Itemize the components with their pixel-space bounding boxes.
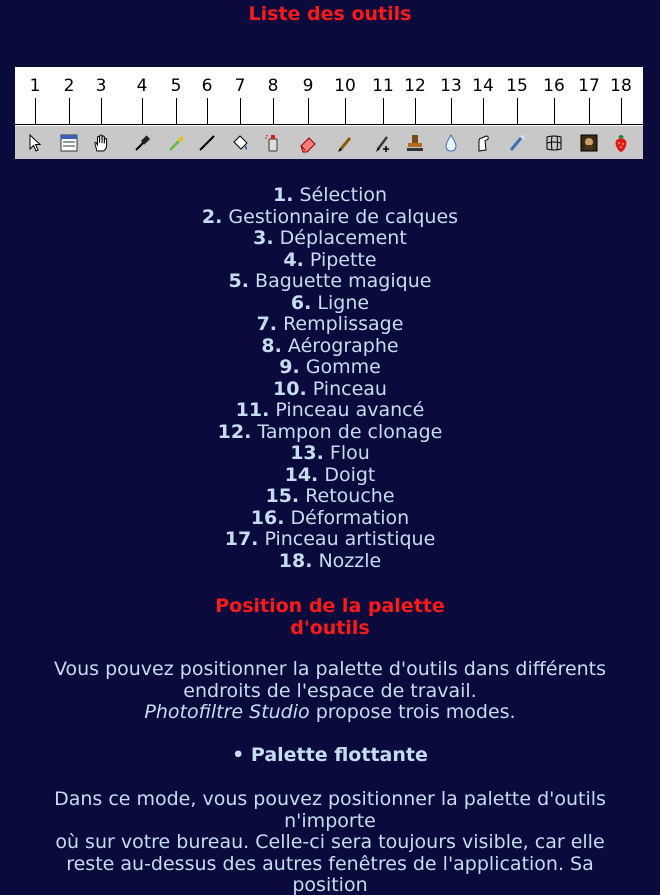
tool-list-item (0, 185, 660, 207)
tool-number-tick (451, 98, 452, 125)
arrow-cursor-icon (24, 132, 46, 154)
paint-bucket-icon (229, 132, 251, 154)
tool-number-label: 3 (95, 76, 107, 96)
app-name: Photofiltre Studio (144, 701, 310, 723)
tool-list-label: Pinceau avancé (275, 399, 425, 421)
tool-list-item (0, 400, 660, 422)
mode-paragraph (0, 789, 660, 895)
tool-list-number: 13. (290, 442, 324, 464)
tool-number-tick (35, 98, 36, 125)
eyedropper-icon (131, 132, 153, 154)
blur-drop-icon (440, 132, 462, 154)
tool-list-label: Pipette (309, 248, 377, 271)
tool-list-label: Nozzle (318, 549, 382, 572)
layers-manager-icon (58, 132, 80, 154)
tool-number-ruler (15, 67, 643, 125)
tool-list-item (0, 379, 660, 401)
bullet-label: Palette flottante (250, 744, 428, 766)
artistic-brush-icon (578, 132, 600, 154)
tool-list-number: 18. (278, 549, 313, 572)
tool-list-label: Aérographe (287, 334, 399, 357)
tool-list-number: 11. (235, 399, 270, 421)
tool-number-tick (483, 98, 484, 125)
tool-list-number: 1. (272, 184, 294, 206)
tool-list-item (0, 551, 660, 573)
tool-list-number: 9. (279, 356, 300, 378)
tool-number-label: 1 (29, 76, 41, 96)
eraser-icon (297, 132, 319, 154)
tool-number-tick (69, 98, 70, 125)
page-title: Liste des outils (248, 3, 412, 25)
tool-number-tick (207, 98, 208, 125)
tool-list-number: 16. (250, 506, 285, 529)
tool-list-number: 5. (228, 270, 249, 292)
tool-number-tick (517, 98, 518, 125)
tool-list-label: Flou (329, 442, 370, 464)
tool-number-tick (554, 98, 555, 125)
tool-number-label: 10 (334, 76, 356, 96)
tool-number-label: 8 (267, 76, 279, 96)
tool-list-number: 2. (201, 205, 223, 228)
section-heading-line1: Position de la palette (215, 595, 445, 617)
tool-list-number: 4. (283, 248, 304, 271)
tool-number-label: 15 (506, 76, 528, 96)
section-heading (0, 595, 660, 639)
tool-number-tick (308, 98, 309, 125)
tool-list-number: 10. (273, 377, 307, 400)
tool-number-label: 9 (302, 76, 314, 96)
tool-list-label: Remplissage (283, 313, 404, 335)
mode-line3: où sur votre bureau. Celle-ci sera toujours visible, car elle (55, 831, 605, 853)
intro-line3-rest: propose trois modes. (309, 701, 516, 723)
mode-line2: n'importe (284, 809, 376, 832)
bullet-heading (0, 745, 660, 767)
tool-list-label: Ligne (317, 291, 370, 314)
mode-line1: Dans ce mode, vous pouvez positionner la palette d'outils (54, 788, 606, 810)
intro-paragraph (0, 659, 660, 724)
tool-list-label: Sélection (299, 184, 388, 206)
tool-list-item (0, 508, 660, 530)
tool-list-number: 8. (261, 334, 282, 357)
tool-list-label: Baguette magique (255, 270, 432, 292)
tool-number-label: 14 (472, 76, 494, 96)
tool-list-item (0, 336, 660, 358)
tool-list-number: 6. (290, 291, 312, 314)
advanced-brush-icon (372, 132, 394, 154)
tool-list-item (0, 465, 660, 487)
tool-list-number: 7. (256, 313, 278, 335)
tool-list-label: Pinceau artistique (264, 528, 436, 550)
tool-list-item (0, 314, 660, 336)
tool-number-label: 18 (610, 76, 632, 96)
tool-number-label: 16 (543, 76, 565, 96)
tool-number-tick (383, 98, 384, 125)
intro-line2: endroits de l'espace de travail. (183, 679, 477, 702)
tool-list-number: 12. (217, 420, 252, 443)
tool-list-label: Gestionnaire de calques (228, 205, 459, 228)
tool-number-tick (589, 98, 590, 125)
tool-list-item (0, 357, 660, 379)
tool-number-tick (345, 98, 346, 125)
tool-list-item (0, 529, 660, 551)
clone-stamp-icon (404, 132, 426, 154)
toolbar-figure (15, 67, 643, 159)
magic-wand-icon (165, 132, 187, 154)
nozzle-strawberry-icon (610, 132, 632, 154)
tool-palette-strip (15, 125, 643, 159)
tool-number-label: 4 (136, 76, 148, 96)
tool-number-tick (621, 98, 622, 125)
tool-list-number: 3. (253, 227, 274, 249)
bullet-mark: • (232, 744, 245, 766)
tool-list-number: 17. (224, 528, 259, 550)
airbrush-icon (262, 132, 284, 154)
tool-number-label: 6 (201, 76, 213, 96)
deform-grid-icon (543, 132, 565, 154)
intro-line3 (0, 702, 660, 724)
tool-list-item (0, 486, 660, 508)
tool-number-tick (240, 98, 241, 125)
tool-list-item (0, 207, 660, 229)
tool-list-item (0, 293, 660, 315)
tool-number-tick (415, 98, 416, 125)
tool-number-tick (101, 98, 102, 125)
tool-list-item (0, 422, 660, 444)
tool-list-label: Retouche (305, 485, 395, 507)
finger-smudge-icon (472, 132, 494, 154)
tool-list-label: Tampon de clonage (257, 420, 443, 443)
brush-icon (334, 132, 356, 154)
tool-number-label: 5 (170, 76, 182, 96)
tool-list-label: Déformation (290, 506, 410, 529)
tool-list-item (0, 443, 660, 465)
tool-number-tick (176, 98, 177, 125)
line-icon (196, 132, 218, 154)
tool-list-number: 14. (284, 463, 319, 486)
tool-number-label: 13 (440, 76, 462, 96)
tool-number-tick (142, 98, 143, 125)
retouch-icon (506, 132, 528, 154)
tool-number-label: 12 (404, 76, 426, 96)
section-heading-line2: d'outils (290, 617, 370, 639)
tool-list-number: 15. (265, 485, 300, 507)
tool-list-item (0, 250, 660, 272)
tool-number-label: 11 (372, 76, 394, 96)
mode-line4: reste au-dessus des autres fenêtres de l'application. Sa (66, 852, 594, 875)
tool-number-label: 7 (234, 76, 246, 96)
tool-list-label: Doigt (324, 463, 376, 486)
mode-line5: position (292, 874, 368, 895)
tool-list-label: Déplacement (279, 227, 407, 249)
tool-number-tick (273, 98, 274, 125)
tool-number-label: 2 (63, 76, 75, 96)
tool-list-item (0, 228, 660, 250)
tools-list (0, 185, 660, 572)
tool-list-label: Pinceau (312, 377, 387, 400)
hand-icon (90, 132, 112, 154)
tool-list-label: Gomme (305, 356, 381, 378)
intro-line1: Vous pouvez positionner la palette d'outils dans différents (53, 658, 607, 680)
tool-list-item (0, 271, 660, 293)
tool-number-label: 17 (578, 76, 600, 96)
